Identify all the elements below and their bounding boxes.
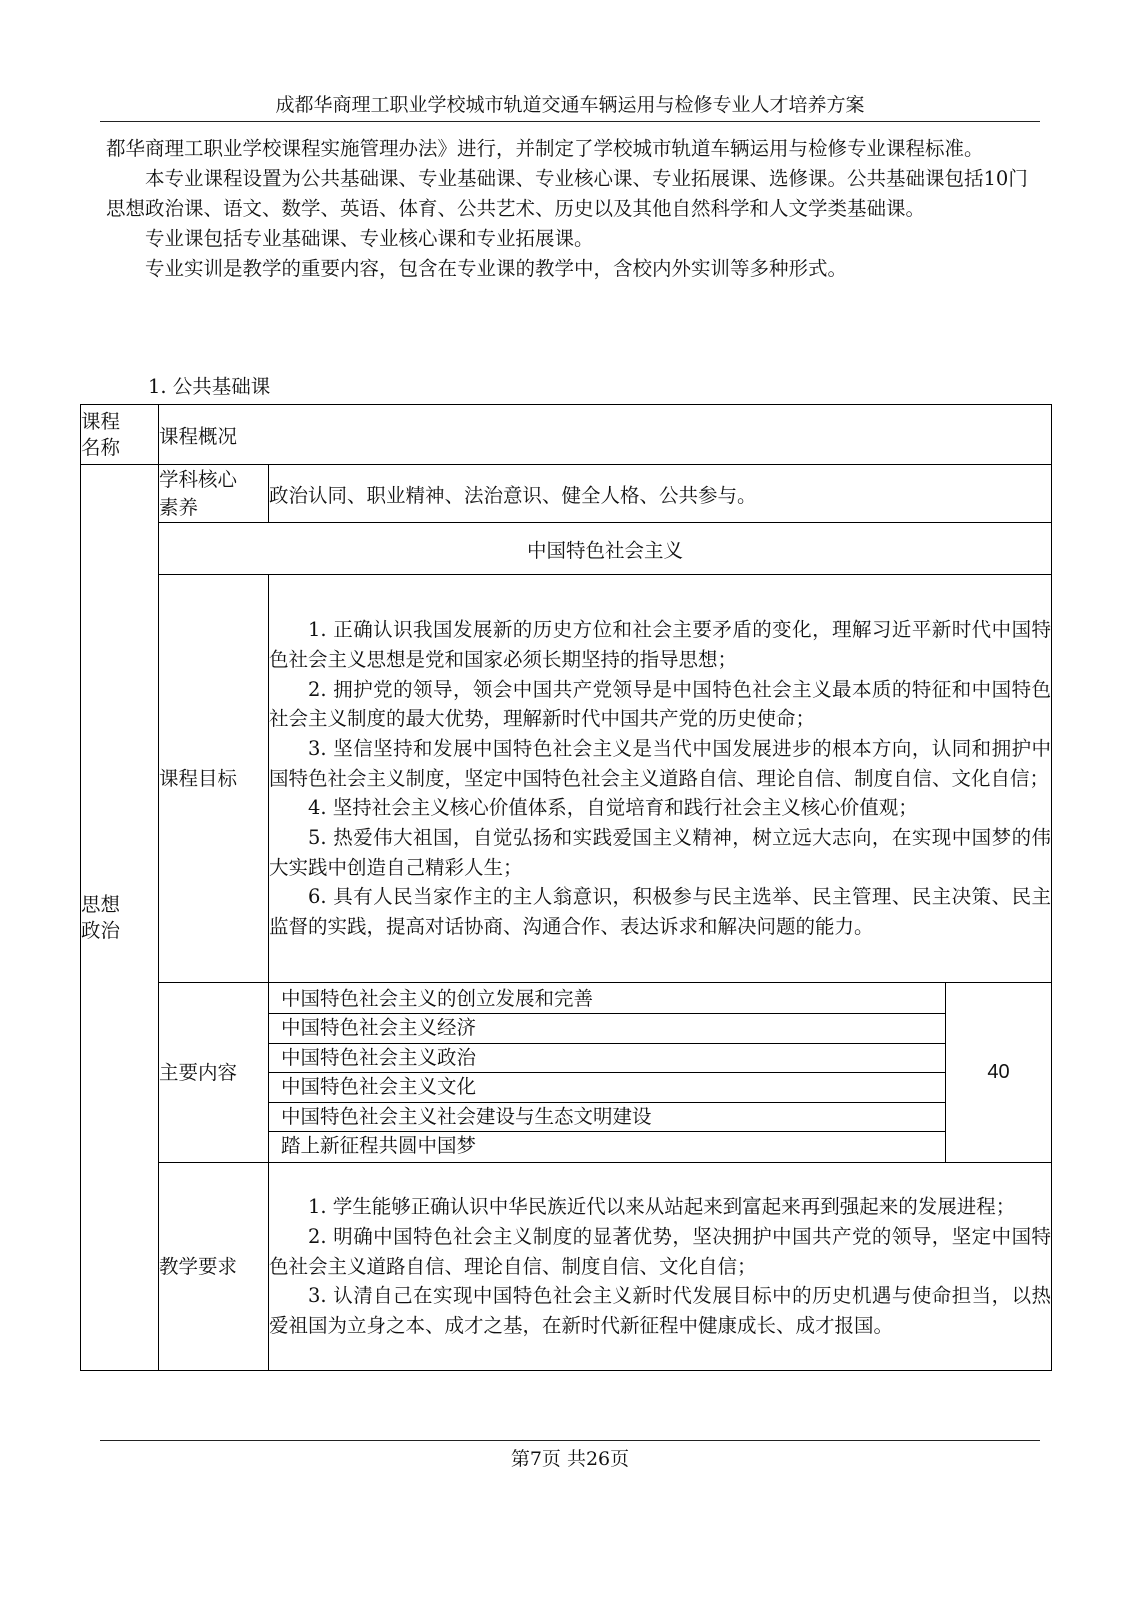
requirement-item: 2. 明确中国特色社会主义制度的显著优势，坚决拥护中国共产党的领导，坚定中国特色社会主义道路自信、理论自信、制度自信、文化自信；	[269, 1224, 1052, 1278]
objectives-label: 课程目标	[159, 575, 269, 983]
requirement-item: 1. 学生能够正确认识中华民族近代以来从站起来到富起来再到强起来的发展进程；	[308, 1195, 1016, 1219]
objective-item: 3. 坚信坚持和发展中国特色社会主义是当代中国发展进步的根本方向，认同和拥护中国特色社会主义制度，坚定中国特色社会主义道路自信、理论自信、制度自信、文化自信；	[269, 736, 1052, 790]
content-item-row	[269, 985, 945, 1014]
objective-item: 2. 拥护党的领导，领会中国共产党领导是中国特色社会主义最本质的特征和中国特色社会主义制度的最大优势，理解新时代中国共产党的历史使命；	[269, 677, 1052, 731]
objective-item: 5. 热爱伟大祖国，自觉弘扬和实践爱国主义精神，树立远大志向，在实现中国梦的伟大实践中创造自己精彩人生；	[269, 826, 1052, 879]
content-item-row	[269, 1073, 945, 1103]
content-item: 中国特色社会主义政治	[269, 1043, 945, 1073]
requirements-text	[269, 1163, 1052, 1371]
content-item-row	[269, 1043, 945, 1073]
requirements-label: 教学要求	[159, 1163, 269, 1371]
subject-title: 中国特色社会主义	[159, 523, 1052, 575]
core-literacy-label	[159, 465, 269, 523]
content-item: 踏上新征程共圆中国梦	[281, 1134, 477, 1158]
core-literacy-label-text: 学科核心 素养	[159, 467, 238, 519]
paragraph-professional-courses: 专业课包括专业基础课、专业核心课和专业拓展课。	[145, 227, 594, 250]
content-list	[269, 985, 945, 1161]
content-row	[81, 983, 1052, 1163]
course-name: 思想 政治	[81, 892, 121, 942]
content-hours: 40	[946, 983, 1052, 1163]
requirement-item: 3. 认清自己在实现中国特色社会主义新时代发展目标中的历史机遇与使命担当，以热爱祖国为立身之本、成才之基，在新时代新征程中健康成长、成才报国。	[269, 1284, 1052, 1338]
footer-rule	[100, 1440, 1040, 1441]
requirements-row	[81, 1163, 1052, 1371]
content-item-row	[269, 1014, 945, 1044]
objectives-text	[269, 575, 1052, 983]
course-table	[80, 404, 1052, 1371]
objectives-row	[81, 575, 1052, 983]
content-item: 中国特色社会主义的创立发展和完善	[269, 985, 945, 1014]
paragraph-practical-training: 专业实训是教学的重要内容，包含在专业课的教学中，含校内外实训等多种形式。	[145, 257, 848, 280]
paragraph-continuation: 都华商理工职业学校课程实施管理办法》进行，并制定了学校城市轨道车辆运用与检修专业课程标准。	[106, 137, 984, 160]
section-title: 1. 公共基础课	[148, 375, 271, 398]
course-name-cell	[81, 465, 159, 1371]
course-name-header	[81, 405, 159, 465]
page-number: 第7页 共26页	[510, 1448, 630, 1470]
objective-item: 4. 坚持社会主义核心价值体系，自觉培育和践行社会主义核心价值观；	[308, 796, 918, 820]
content-list-cell	[269, 983, 946, 1163]
subject-row	[81, 523, 1052, 575]
content-label: 主要内容	[159, 983, 269, 1163]
content-item-row	[269, 1102, 945, 1132]
page-header: 成都华商理工职业学校城市轨道交通车辆运用与检修专业人才培养方案	[275, 94, 865, 116]
content-item: 中国特色社会主义文化	[269, 1073, 945, 1103]
content-item: 中国特色社会主义社会建设与生态文明建设	[269, 1102, 945, 1132]
objective-item: 6. 具有人民当家作主的主人翁意识，积极参与民主选举、民主管理、民主决策、民主监督的实践，提高对话协商、沟通合作、表达诉求和解决问题的能力。	[269, 885, 1052, 939]
core-literacy-text: 政治认同、职业精神、法治意识、健全人格、公共参与。	[269, 465, 1052, 523]
content-item: 中国特色社会主义经济	[269, 1014, 945, 1044]
header-rule	[100, 121, 1040, 122]
core-literacy-row	[81, 465, 1052, 523]
objective-item: 1. 正确认识我国发展新的历史方位和社会主要矛盾的变化，理解习近平新时代中国特色社会主义思想是党和国家必须长期坚持的指导思想；	[269, 618, 1052, 671]
table-header-row	[81, 405, 1052, 465]
paragraph-course-setup: 本专业课程设置为公共基础课、专业基础课、专业核心课、专业拓展课、选修课。公共基础课包括10门思想政治课、语文、数学、英语、体育、公共艺术、历史以及其他自然科学和人文学类基础课。	[106, 167, 1028, 220]
body-text	[106, 134, 1036, 284]
content-item-row	[269, 1132, 945, 1161]
overview-header: 课程概况	[159, 405, 1052, 465]
course-name-header-text: 课程 名称	[81, 409, 121, 459]
